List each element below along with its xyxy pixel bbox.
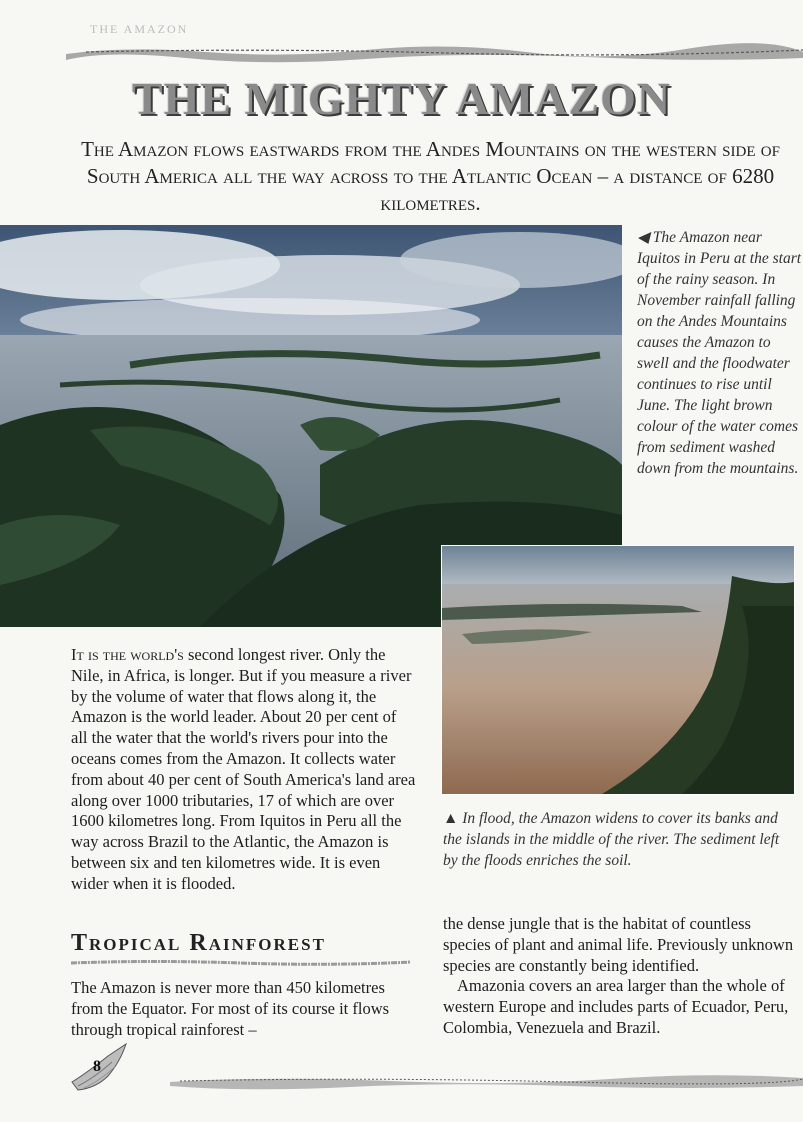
bottom-brush-divider [170, 1070, 803, 1092]
paragraph-lead-in: It is the world's [71, 645, 184, 664]
body-paragraph-3: the dense jungle that is the habitat of countless species of plant and animal life. Previously unknown species are constantly being identified. [443, 914, 794, 975]
running-head: THE AMAZON [90, 22, 189, 36]
heading-brush-divider [71, 958, 411, 968]
section-heading: Tropical Rainforest [71, 930, 326, 956]
page-number: 8 [93, 1058, 101, 1075]
amazon-flood-photo [441, 545, 795, 795]
body-paragraph-2: The Amazon is never more than 450 kilometres from the Equator. For most of its course it flows through tropical rainforest – [71, 978, 390, 1039]
paragraph-body: second longest river. Only the Nile, in Africa, is longer. But if you measure a river by the volume of water that flows along it, the Amazon is the world leader. About 20 per cent of all the water that the world's rivers pour into the oceans comes from the Amazon. It collects water from about 40 per cent of South America's land area along over 1000 tributaries, 17 of which are over 1600 kilometres long. From Iquitos in Peru all the way across Brazil to the Atlantic, the Amazon is between six and ten kilometres wide. It is even wider when it is flooded. [71, 645, 416, 893]
page-subtitle: The Amazon flows eastwards from the Andes Mountains on the western side of South America all the way across to the Atlantic Ocean – a distance of 6280 kilometres. [81, 137, 780, 215]
body-paragraph-1 [71, 645, 416, 895]
caption-flood: ▲ In flood, the Amazon widens to cover its banks and the islands in the middle of the river. The sediment left by the floods enriches the soil. [443, 810, 780, 869]
page-title: THE MIGHTY AMAZON [131, 73, 672, 124]
top-brush-divider [66, 40, 803, 64]
body-paragraph-4: Amazonia covers an area larger than the whole of western Europe and includes parts of Ecuador, Peru, Colombia, Venezuela and Brazil. [443, 976, 789, 1037]
body-column-2 [443, 914, 798, 1039]
caption-rainy-season: ◀ The Amazon near Iquitos in Peru at the start of the rainy season. In November rainfall falling on the Andes Mountains causes the Amazon to swell and the floodwater continues to rise until June. The light brown colour of the water comes from sediment washed down from the mountains. [637, 229, 802, 477]
